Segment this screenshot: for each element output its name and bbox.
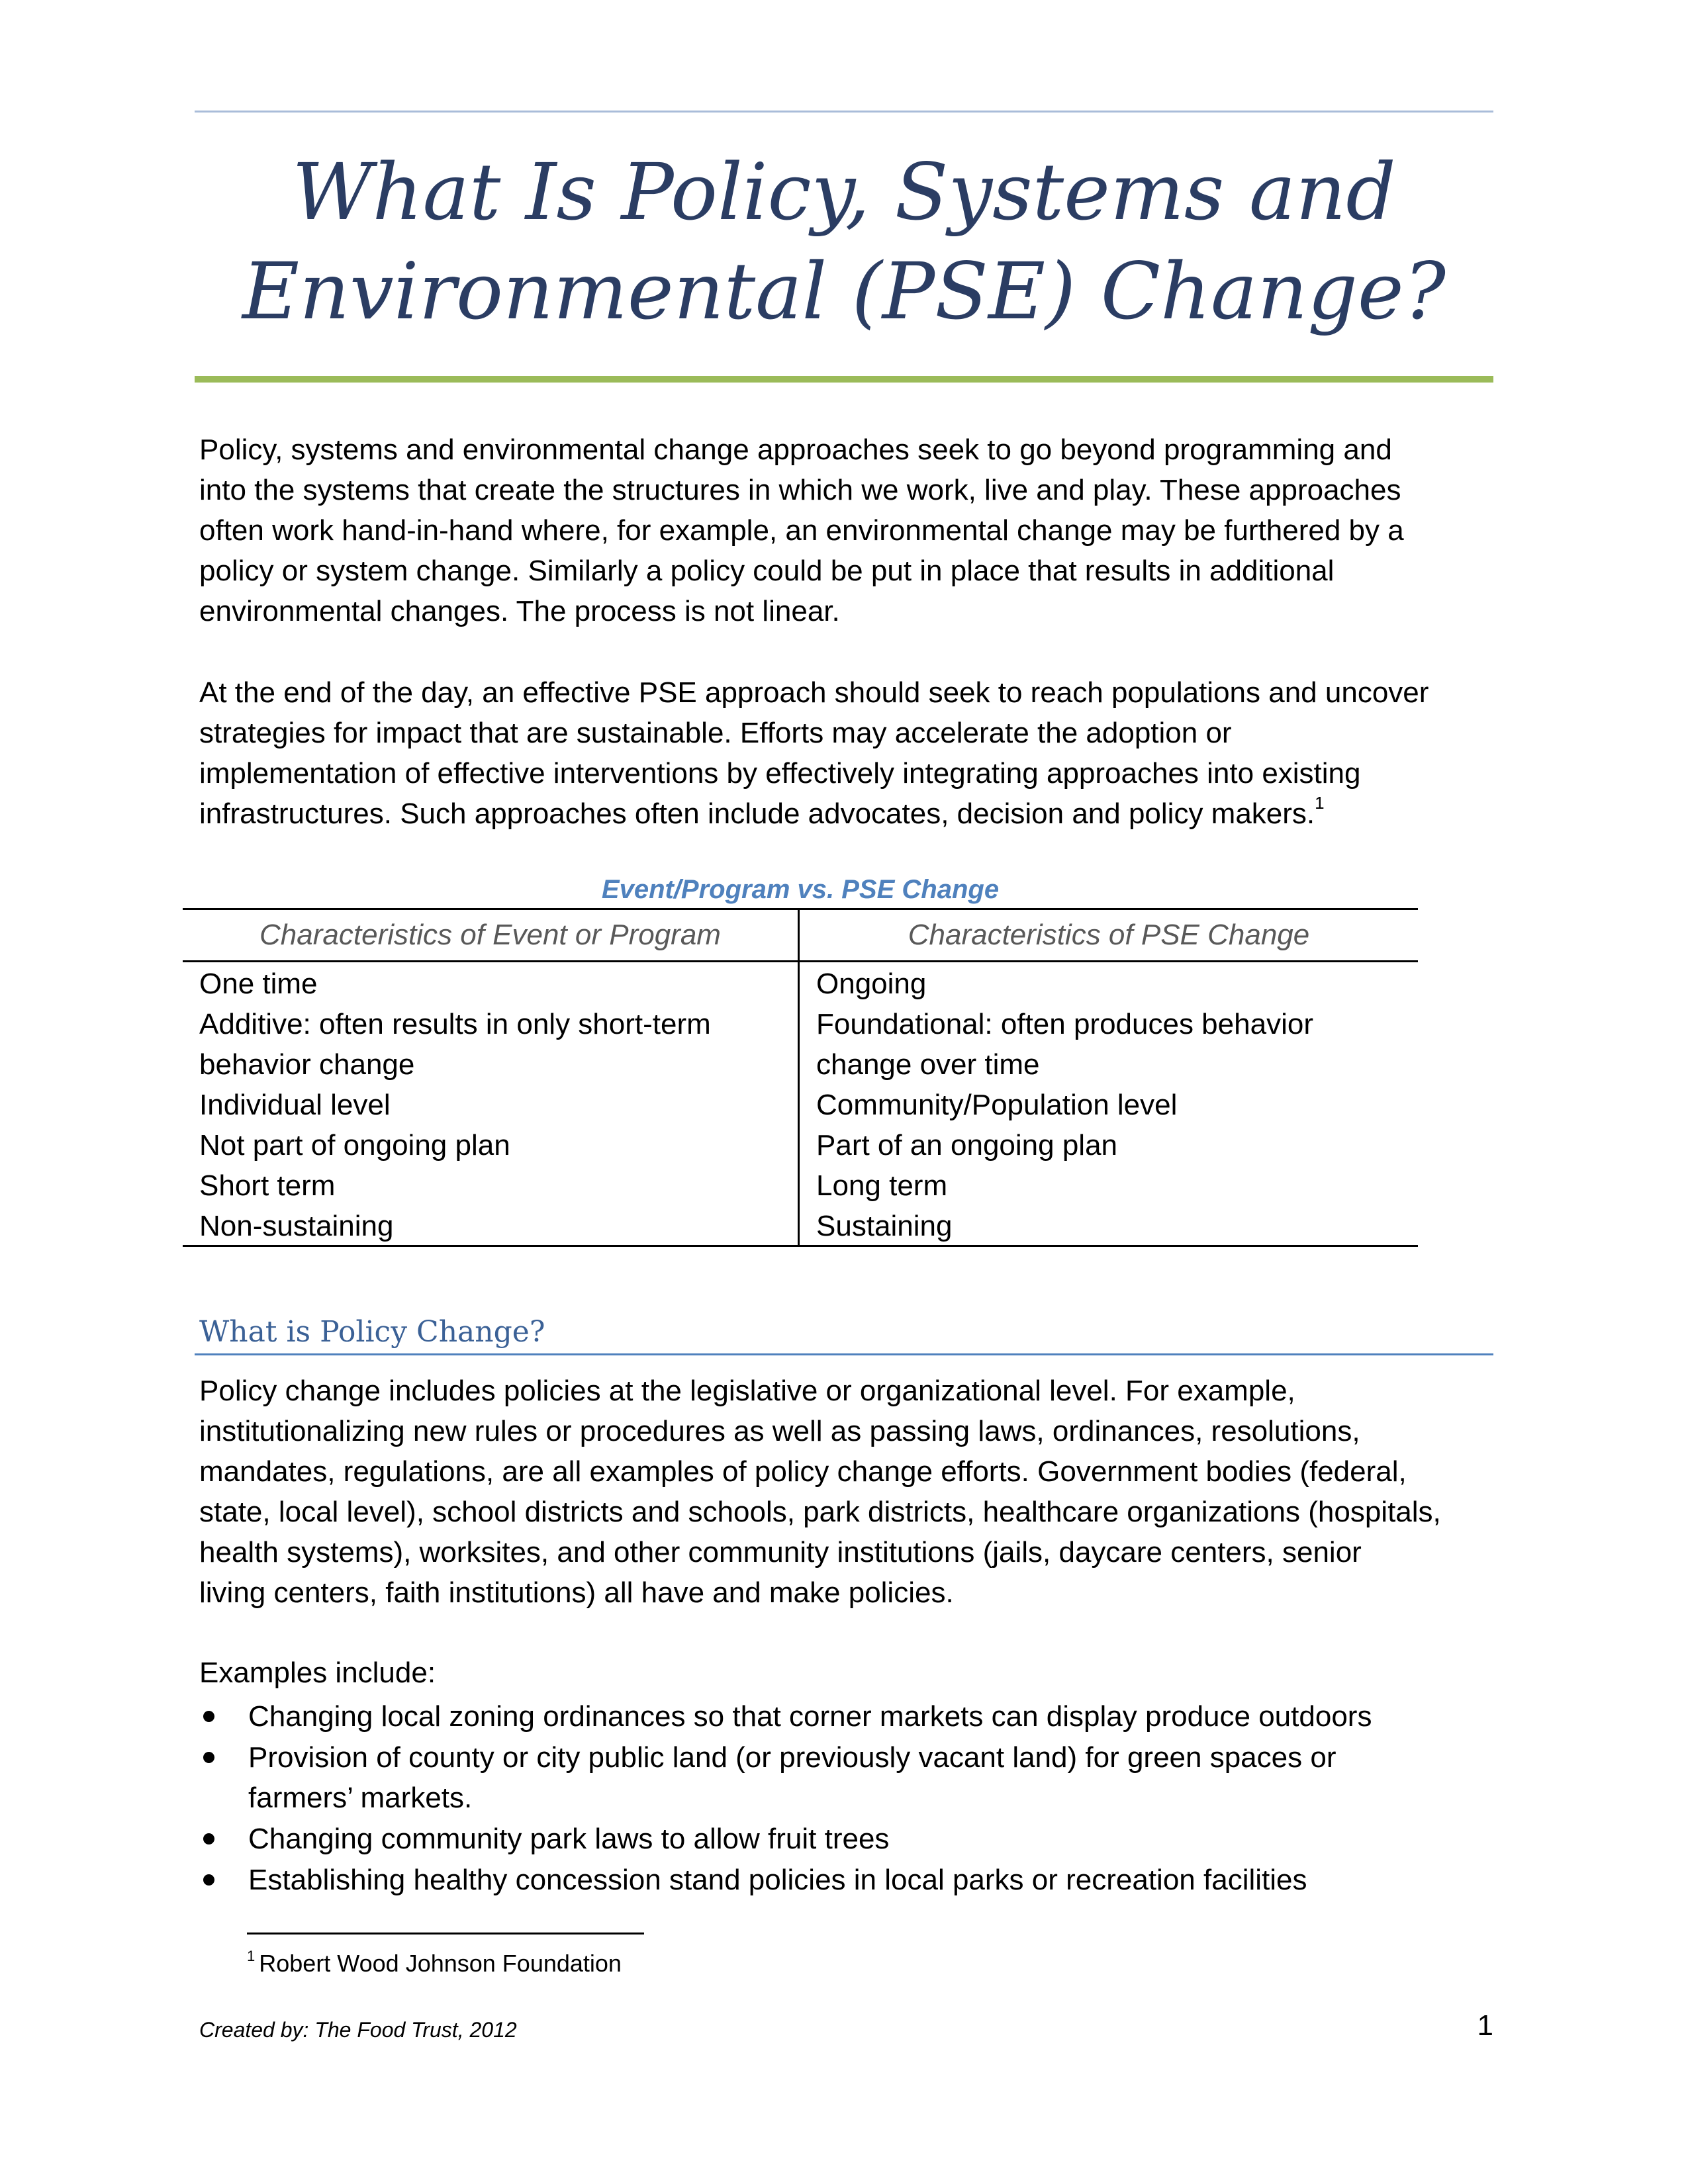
list-item: Establishing healthy concession stand policies in local parks or recreation facilities (199, 1860, 1493, 1900)
top-rule (195, 111, 1493, 113)
examples-list (199, 1696, 1493, 1900)
page-title (195, 142, 1493, 341)
footer-credit: Created by: The Food Trust, 2012 (199, 2018, 517, 2042)
section-heading-policy-change: What is Policy Change? (199, 1315, 545, 1349)
table-cell: Long term (816, 1169, 948, 1202)
footnote-mark: 1 (247, 1948, 256, 1964)
table-cell: Part of an ongoing plan (816, 1129, 1118, 1161)
intro-paragraph-2: At the end of the day, an effective PSE approach should seek to reach populations and uncover strategies for impact that are sustainable. Efforts may accelerate the adoption or implementation of effective interventions by effectively integrating approaches into existing infrastructures. Such approaches often include advocates, decision and policy makers.$^1$ (199, 676, 1429, 830)
policy-change-paragraph: Policy change includes policies at the legislative or organizational level. For example, institutionalizing new rules or procedures as well as passing laws, ordinances, resolutions, mandates, regulations, are all examples of policy change efforts. Government bodies (federal, state, local level), school districts and schools, park districts, healthcare organizations (hospitals, health systems), worksites, and other community institutions (jails, daycare centers, senior living centers, faith institutions) all have and make policies. (199, 1375, 1441, 1609)
table-cell: Additive: often results in only short-term (199, 1008, 711, 1040)
table-column-event-program (199, 964, 788, 1246)
list-item: Provision of county or city public land (or previously vacant land) for green spaces or farmers’ markets. (199, 1737, 1493, 1818)
footnote-text: Robert Wood Johnson Foundation (259, 1950, 622, 1977)
table-cell: Sustaining (816, 1210, 953, 1242)
table-caption: Event/Program vs. PSE Change (601, 875, 1000, 904)
intro-paragraph-1: Policy, systems and environmental change approaches seek to go beyond programming and into the systems that create the structures in which we work, live and play. These approaches often work hand-in-hand where, for example, an environmental change may be furthered by a policy or system change. Similarly a policy could be put in place that results in additional environmental changes. The process is not linear. (199, 433, 1404, 627)
footnote (247, 1948, 622, 1979)
table-header-pse-change: Characteristics of PSE Change (908, 919, 1310, 951)
title-line-2: Environmental (PSE) Change? (242, 246, 1446, 337)
title-underline (195, 376, 1493, 383)
title-line-1: What Is Policy, Systems and (292, 146, 1396, 238)
table-cell: Not part of ongoing plan (199, 1129, 510, 1161)
comparison-table (183, 908, 1418, 1247)
examples-label: Examples include: (199, 1657, 436, 1689)
list-item: Changing community park laws to allow fruit trees (199, 1819, 1493, 1859)
table-header-border (183, 960, 1418, 962)
table-column-pse-change (816, 964, 1412, 1246)
table-cell: behavior change (199, 1048, 415, 1081)
table-header-event-program: Characteristics of Event or Program (259, 919, 721, 951)
table-cell: Individual level (199, 1089, 391, 1121)
table-cell: One time (199, 968, 318, 1000)
footnote-reference[interactable]: 1 (1315, 793, 1325, 813)
page-number: 1 (1477, 2009, 1493, 2042)
section-heading-rule (195, 1353, 1493, 1355)
table-cell: Community/Population level (816, 1089, 1178, 1121)
list-item: Changing local zoning ordinances so that corner markets can display produce outdoors (199, 1696, 1493, 1737)
table-cell: Non-sustaining (199, 1210, 394, 1242)
table-cell: change over time (816, 1048, 1040, 1081)
table-cell: Short term (199, 1169, 336, 1202)
table-cell: Ongoing (816, 968, 927, 1000)
footnote-separator (247, 1933, 644, 1934)
table-cell: Foundational: often produces behavior (816, 1008, 1313, 1040)
